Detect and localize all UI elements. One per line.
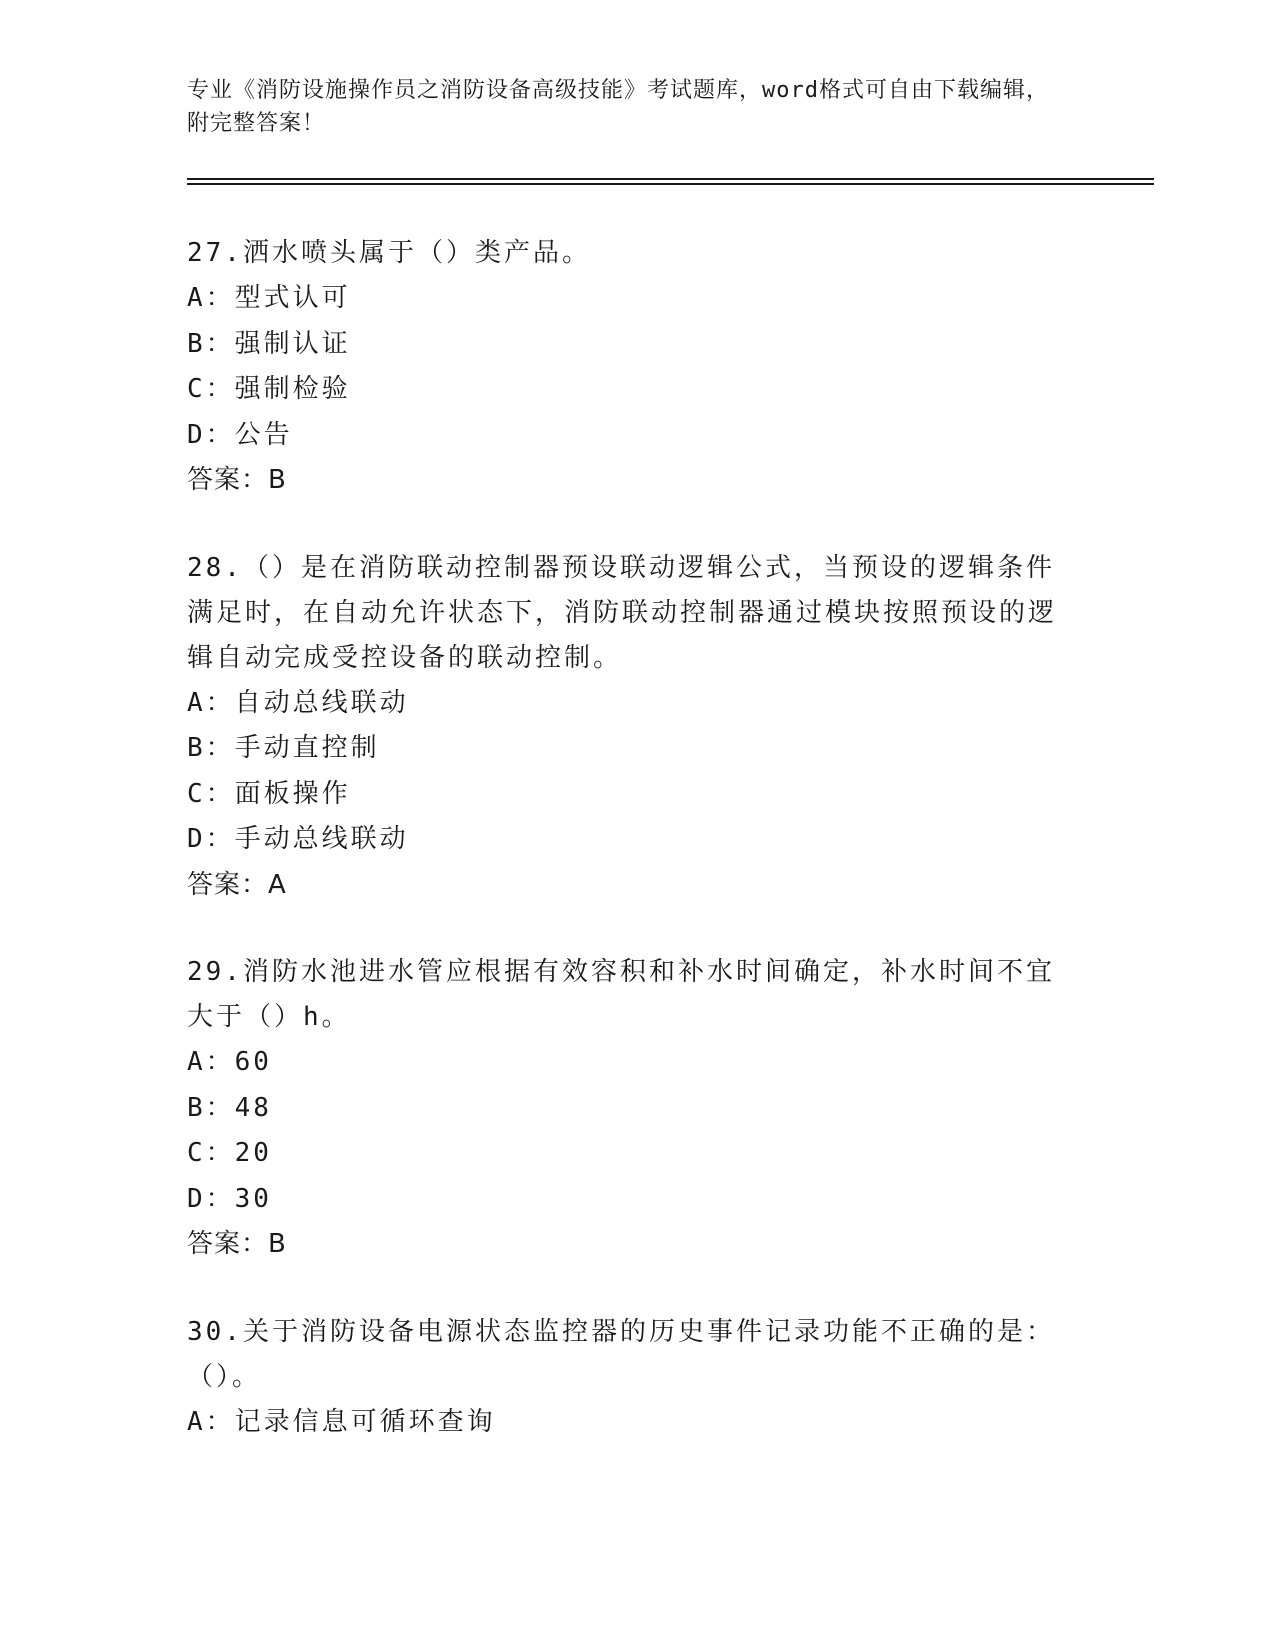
option-a: A：60 (187, 1047, 272, 1077)
option-d: D：公告 (187, 419, 293, 450)
question-30 (187, 1310, 1077, 1446)
option-d: D：手动总线联动 (187, 824, 409, 854)
option-c: C：强制检验 (187, 374, 351, 404)
option-a: A：型式认可 (187, 283, 351, 313)
question-stem: 28.（）是在消防联动控制器预设联动逻辑公式，当预设的逻辑条件满足时，在自动允许状态下，消防联动控制器通过模块按照预设的逻辑自动完成受控设备的联动控制。 (187, 552, 1058, 673)
header-divider-bottom (187, 183, 1154, 185)
question-29 (187, 950, 1077, 1268)
option-c: C：20 (187, 1138, 272, 1168)
answer-line: 答案：B (187, 1229, 287, 1259)
option-a: A：自动总线联动 (187, 687, 409, 718)
question-stem: 27.洒水喷头属于（）类产品。 (187, 238, 591, 268)
option-a: A：记录信息可循环查询 (187, 1406, 496, 1437)
header-divider-top (187, 178, 1154, 180)
option-b: B：强制认证 (187, 328, 351, 359)
question-27 (187, 231, 1077, 504)
option-b: B：手动直控制 (187, 733, 380, 763)
question-stem: 29.消防水池进水管应根据有效容积和补水时间确定，补水时间不宜大于（）h。 (187, 957, 1055, 1032)
answer-line: 答案：A (187, 869, 287, 900)
option-b: B：48 (187, 1092, 272, 1123)
document-header: 专业《消防设施操作员之消防设备高级技能》考试题库，word格式可自由下载编辑，附完整答案！ (187, 78, 1049, 136)
option-c: C：面板操作 (187, 778, 351, 809)
option-d: D：30 (187, 1183, 272, 1214)
answer-line: 答案：B (187, 465, 287, 495)
question-stem: 30.关于消防设备电源状态监控器的历史事件记录功能不正确的是：（）。 (187, 1316, 1055, 1392)
question-list (187, 231, 1077, 1487)
question-28 (187, 546, 1077, 909)
